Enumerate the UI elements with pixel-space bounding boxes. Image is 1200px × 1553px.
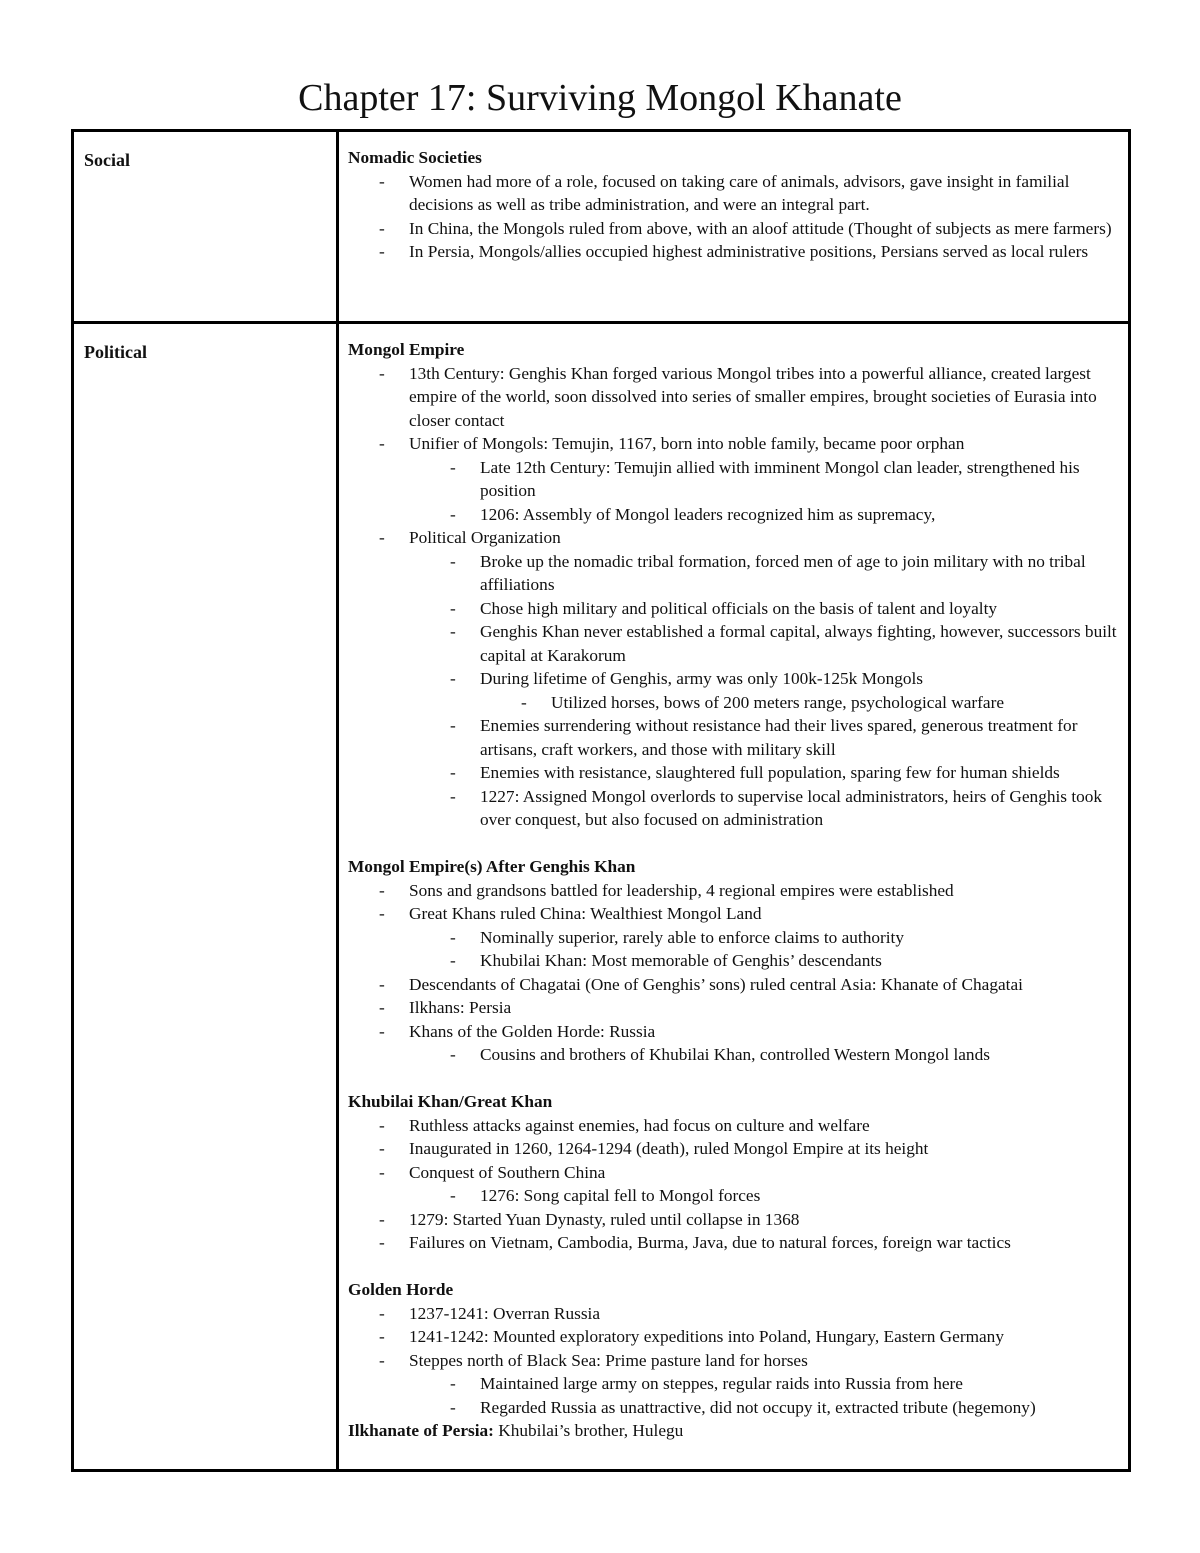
bullet-dash: - [379, 1209, 385, 1229]
bullet-text: Ilkhans: Persia [409, 998, 512, 1017]
bullet-item [348, 1184, 1118, 1208]
bullet-dash: - [450, 622, 456, 641]
bullet-text: Regarded Russia as unattractive, did not occupy it, extracted tribute (hegemony) [480, 1397, 1036, 1417]
bullet-item [348, 926, 1118, 950]
bullet-text: Enemies surrendering without resistance had their lives spared, generous treatment for artisans, craft workers, and those with military skill [480, 716, 1078, 759]
bullet-text: Nominally superior, rarely able to enforce claims to authority [480, 927, 904, 947]
bullet-dash: - [379, 1115, 385, 1135]
summary-label: Ilkhanate of Persia: [348, 1421, 494, 1440]
page-title: Chapter 17: Surviving Mongol Khanate [298, 77, 902, 119]
bullet-text: Genghis Khan never established a formal capital, always fighting, however, successors built capital at Karakorum [480, 622, 1117, 665]
bullet-text: 1206: Assembly of Mongol leaders recognized him as supremacy, [480, 504, 936, 524]
bullet-dash: - [450, 1374, 456, 1393]
bullet-text: During lifetime of Genghis, army was only 100k-125k Mongols [480, 669, 924, 688]
row-content-social [338, 131, 1130, 323]
bullet-item [348, 1137, 1118, 1161]
bullet-text: Failures on Vietnam, Cambodia, Burma, Java, due to natural forces, foreign war tactics [409, 1233, 1011, 1252]
bullet-item [348, 526, 1118, 550]
bullet-text: Cousins and brothers of Khubilai Khan, controlled Western Mongol lands [480, 1045, 990, 1064]
bullet-item [348, 902, 1118, 926]
bullet-dash: - [450, 669, 456, 688]
bullet-item [348, 879, 1118, 903]
bullet-dash: - [450, 1186, 456, 1205]
bullet-text: Sons and grandsons battled for leadership, 4 regional empires were established [409, 880, 954, 900]
bullet-item [348, 1325, 1118, 1349]
bullet-text: Women had more of a role, focused on taking care of animals, advisors, gave insight in familial decisions as well as tribe administration, and were an integral part. [409, 171, 1070, 214]
bullet-item [348, 761, 1118, 785]
table-row-political [73, 323, 1130, 1471]
bullet-item [348, 949, 1118, 973]
bullet-item [348, 217, 1118, 241]
bullet-text: Maintained large army on steppes, regular raids into Russia from here [480, 1374, 963, 1393]
bullet-text: Chose high military and political officials on the basis of talent and loyalty [480, 598, 998, 618]
bullet-dash: - [379, 1139, 385, 1158]
bullet-text: Political Organization [409, 528, 561, 547]
bullet-dash: - [379, 434, 385, 453]
row-label-political: Political [84, 342, 147, 362]
bullet-dash: - [379, 1233, 385, 1252]
bullet-dash: - [379, 880, 385, 900]
bullet-text: 1227: Assigned Mongol overlords to supervise local administrators, heirs of Genghis took over conquest, but also focused on administration [480, 786, 1103, 829]
bullet-text: Inaugurated in 1260, 1264-1294 (death), ruled Mongol Empire at its height [409, 1139, 929, 1158]
bullet-item [348, 1114, 1118, 1138]
bullet-text: Enemies with resistance, slaughtered full population, sparing few for human shields [480, 763, 1060, 782]
bullet-text: 1279: Started Yuan Dynasty, ruled until collapse in 1368 [409, 1209, 800, 1229]
bullet-dash: - [379, 1350, 385, 1370]
bullet-dash: - [379, 218, 385, 238]
bullet-item [348, 1161, 1118, 1185]
bullet-dash: - [521, 692, 527, 712]
bullet-text: In Persia, Mongols/allies occupied highest administrative positions, Persians served as local rulers [409, 242, 1089, 261]
bullet-dash: - [450, 786, 456, 806]
bullet-item [348, 1231, 1118, 1255]
bullet-item [348, 432, 1118, 456]
bullet-text: Steppes north of Black Sea: Prime pasture land for horses [409, 1350, 808, 1370]
bullet-dash: - [450, 1045, 456, 1064]
bullet-item [348, 240, 1118, 264]
notes-table [71, 129, 1131, 1472]
section-heading: Khubilai Khan/Great Khan [348, 1092, 553, 1111]
bullet-dash: - [379, 1327, 385, 1346]
bullet-item [348, 1020, 1118, 1044]
bullet-item [348, 1208, 1118, 1232]
bullet-item [348, 597, 1118, 621]
bullet-dash: - [450, 598, 456, 618]
bullet-item [348, 456, 1118, 503]
bullet-text: 1241-1242: Mounted exploratory expeditions into Poland, Hungary, Eastern Germany [409, 1327, 1004, 1346]
bullet-text: Late 12th Century: Temujin allied with imminent Mongol clan leader, strengthened his position [480, 457, 1080, 500]
bullet-dash: - [450, 716, 456, 735]
bullet-dash: - [379, 528, 385, 547]
bullet-dash: - [450, 457, 456, 477]
summary-text: Khubilai’s brother, Hulegu [493, 1421, 684, 1440]
section-spacer [348, 832, 1118, 856]
bullet-dash: - [379, 1303, 385, 1323]
bullet-dash: - [379, 998, 385, 1017]
bullet-text: Great Khans ruled China: Wealthiest Mongol Land [409, 904, 762, 923]
bullet-item [348, 667, 1118, 691]
section-heading: Mongol Empire [348, 340, 465, 359]
bullet-text: Utilized horses, bows of 200 meters range, psychological warfare [551, 692, 1005, 712]
bullet-item [348, 714, 1118, 761]
bullet-text: Khubilai Khan: Most memorable of Genghis’ descendants [480, 951, 882, 970]
bullet-dash: - [379, 171, 385, 191]
section-spacer [348, 1255, 1118, 1279]
bullet-text: Conquest of Southern China [409, 1162, 606, 1182]
bullet-item [348, 1396, 1118, 1420]
bullet-item [348, 1302, 1118, 1326]
row-label-cell [73, 131, 338, 323]
bullet-item [348, 691, 1118, 715]
row-label-cell [73, 323, 338, 1471]
bullet-text: Broke up the nomadic tribal formation, forced men of age to join military with no tribal affiliations [480, 551, 1086, 594]
bullet-text: In China, the Mongols ruled from above, with an aloof attitude (Thought of subjects as mere farmers) [409, 218, 1112, 238]
bullet-item [348, 973, 1118, 997]
bullet-text: Ruthless attacks against enemies, had focus on culture and welfare [409, 1115, 870, 1135]
bullet-dash: - [379, 1162, 385, 1182]
table-row-social [73, 131, 1130, 323]
bullet-text: 13th Century: Genghis Khan forged various Mongol tribes into a powerful alliance, created largest empire of the world, soon dissolved into series of smaller empires, brought societies of Eurasia into closer contact [409, 363, 1097, 430]
bullet-dash: - [379, 904, 385, 923]
bullet-item [348, 170, 1118, 217]
bullet-item [348, 785, 1118, 832]
bullet-dash: - [379, 242, 385, 261]
bullet-item [348, 1349, 1118, 1373]
row-content-political [338, 323, 1130, 1471]
bullet-item [348, 362, 1118, 433]
bullet-dash: - [379, 363, 385, 383]
bullet-dash: - [450, 504, 456, 524]
bullet-item [348, 620, 1118, 667]
bullet-item [348, 550, 1118, 597]
section-heading: Golden Horde [348, 1280, 454, 1299]
section-heading: Nomadic Societies [348, 148, 482, 167]
bullet-item [348, 1043, 1118, 1067]
section-spacer [348, 1067, 1118, 1091]
summary-line [348, 1419, 1118, 1443]
bullet-dash: - [379, 1021, 385, 1041]
bullet-text: 1237-1241: Overran Russia [409, 1303, 601, 1323]
bullet-text: Descendants of Chagatai (One of Genghis’ sons) ruled central Asia: Khanate of Chagatai [409, 974, 1023, 994]
bullet-item [348, 1372, 1118, 1396]
section-heading: Mongol Empire(s) After Genghis Khan [348, 857, 636, 876]
bullet-text: 1276: Song capital fell to Mongol forces [480, 1186, 761, 1205]
bullet-dash: - [450, 951, 456, 970]
bullet-item [348, 996, 1118, 1020]
bullet-dash: - [450, 927, 456, 947]
bullet-item [348, 503, 1118, 527]
row-label-social: Social [84, 150, 131, 170]
bullet-dash: - [450, 551, 456, 571]
bullet-dash: - [450, 763, 456, 782]
bullet-dash: - [379, 974, 385, 994]
bullet-text: Khans of the Golden Horde: Russia [409, 1021, 656, 1041]
bullet-dash: - [450, 1397, 456, 1417]
bullet-text: Unifier of Mongols: Temujin, 1167, born into noble family, became poor orphan [409, 434, 965, 453]
